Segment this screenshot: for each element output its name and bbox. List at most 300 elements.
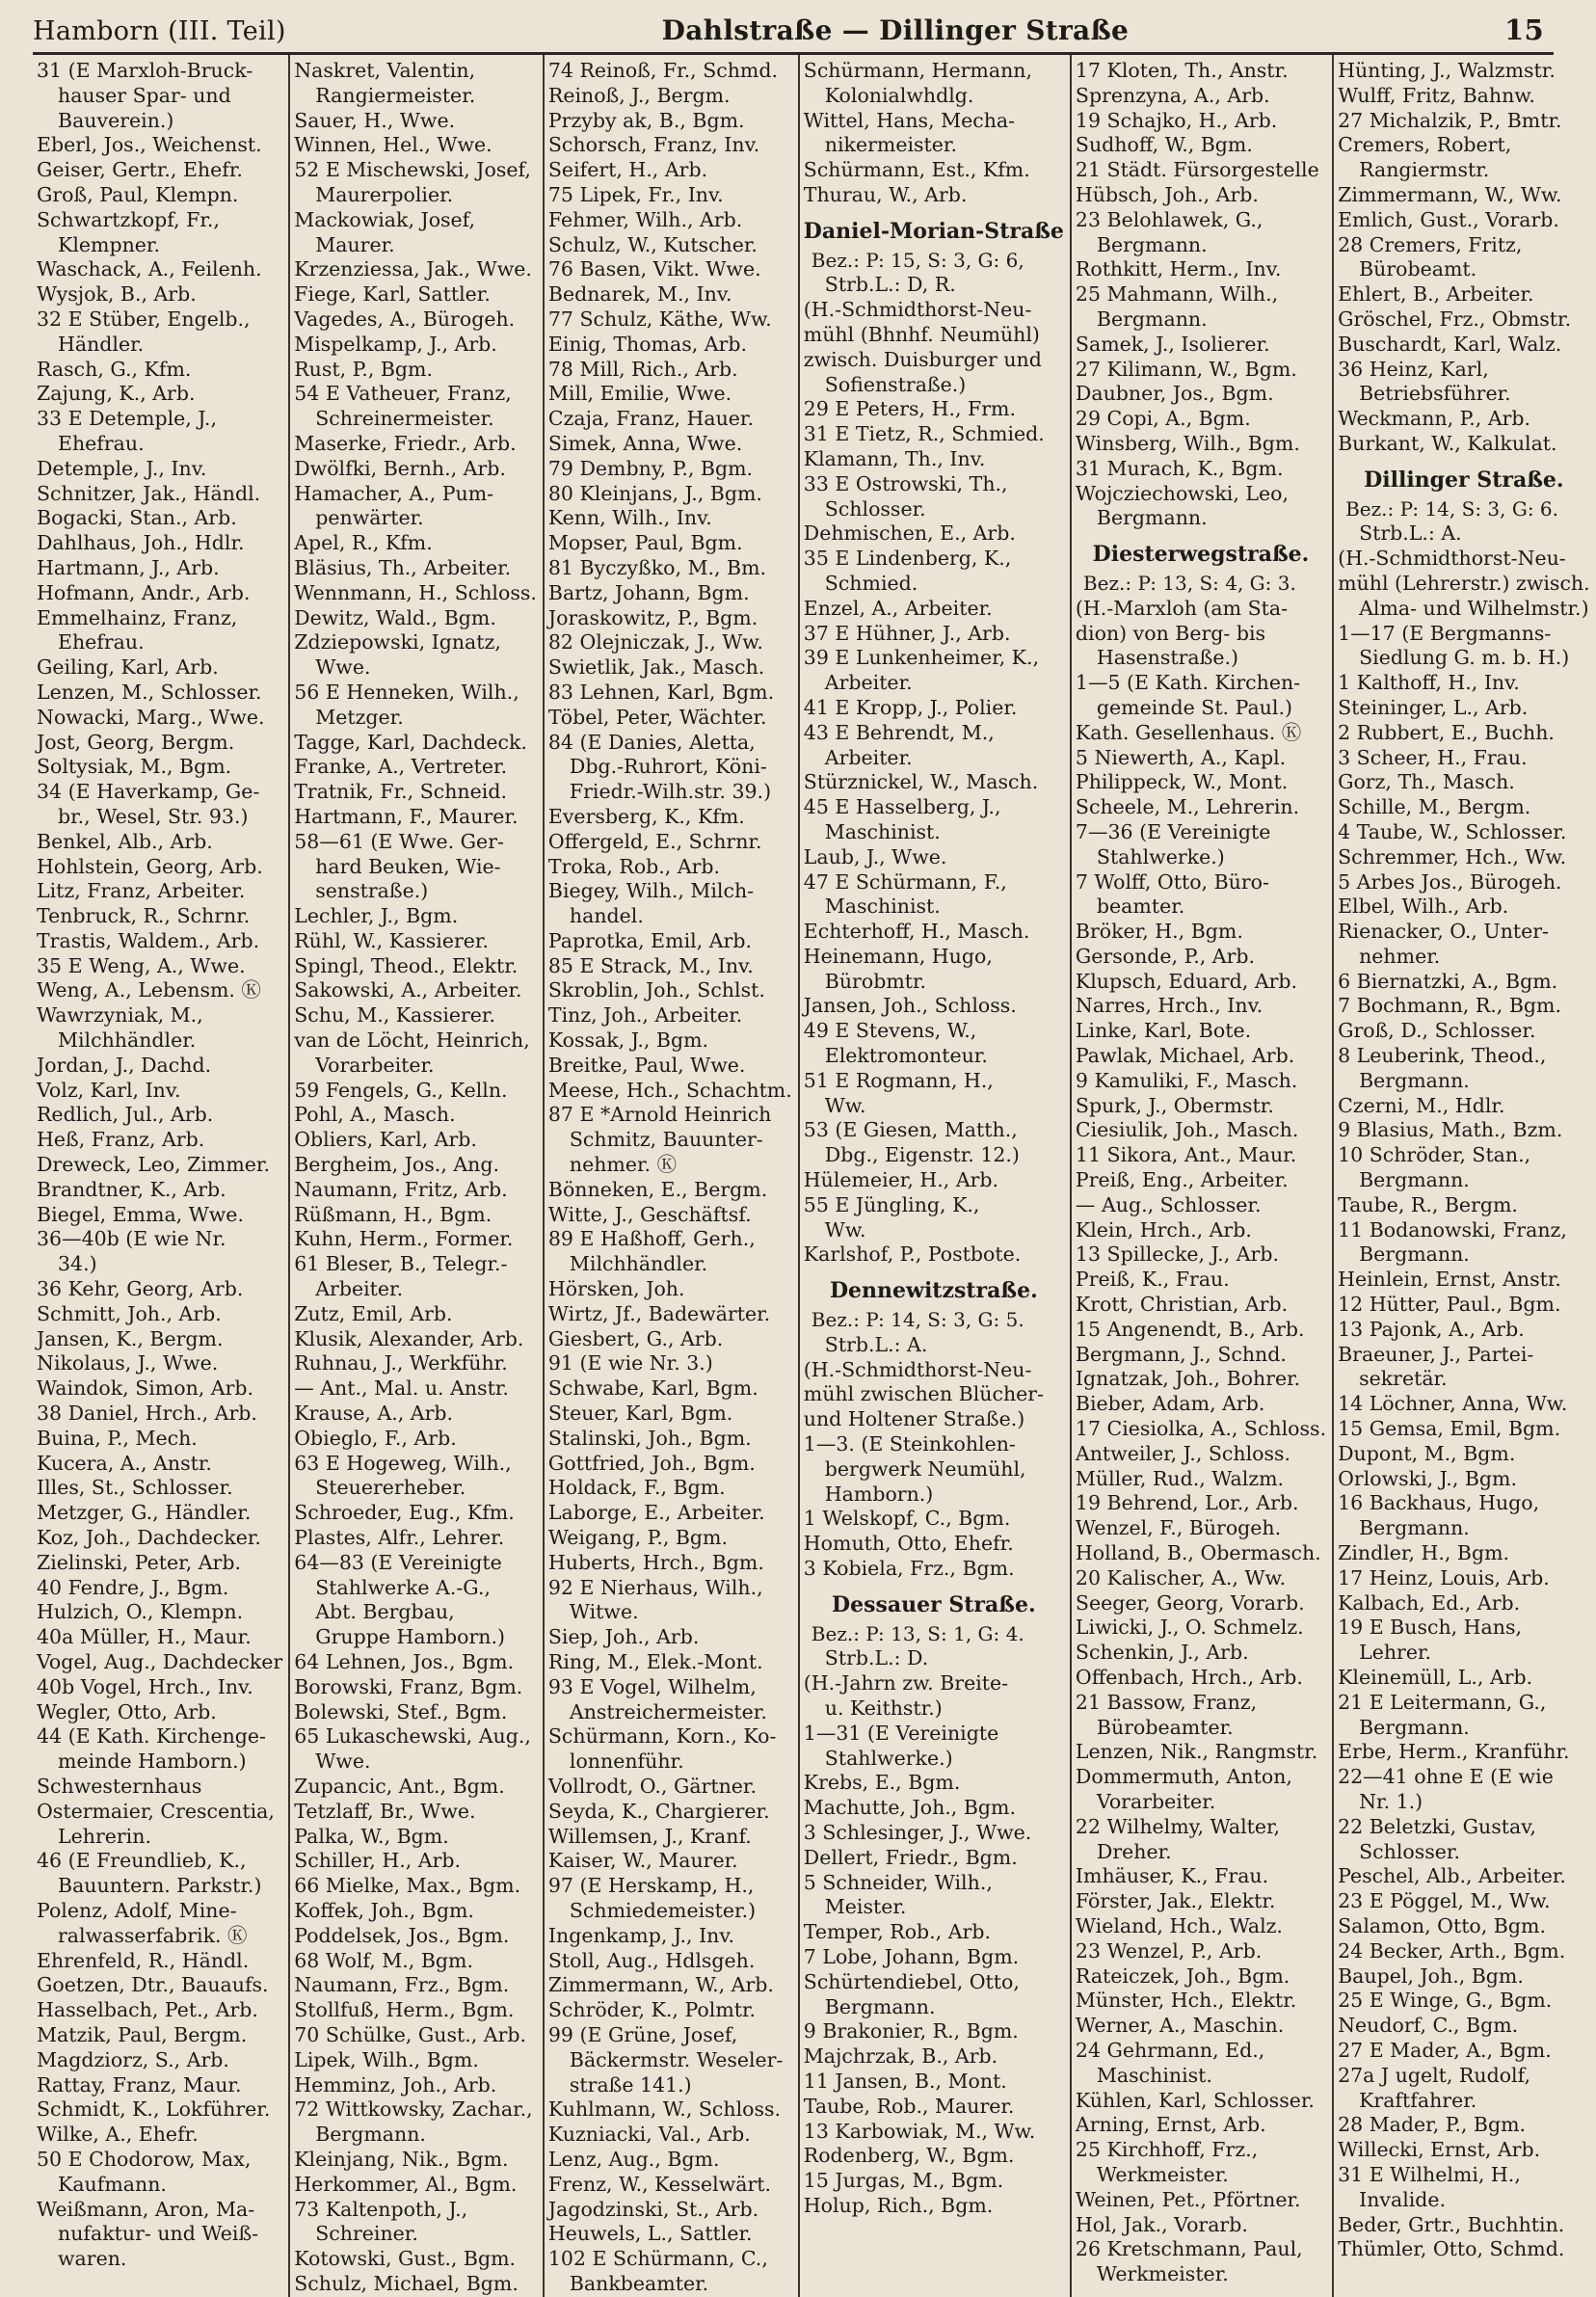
- entry-line: Ehrenfeld, R., Händl.: [37, 1948, 250, 1972]
- entry-line: 5 Arbes Jos., Bürogeh.: [1338, 869, 1562, 894]
- entry-line: Eversberg, K., Kfm.: [547, 804, 745, 828]
- entry-line: zwisch. Duisburger und: [803, 347, 1042, 371]
- entry-continuation: Metzger.: [315, 705, 404, 729]
- entry-line: Mill, Emilie, Wwe.: [547, 382, 732, 406]
- entry-line: Schorsch, Franz, Inv.: [547, 133, 760, 157]
- entry-line: Obliers, Karl, Arb.: [294, 1128, 477, 1152]
- entry-line: Bolewski, Stef., Bgm.: [294, 1699, 508, 1723]
- entry-continuation: Bergmann.: [824, 1994, 936, 2018]
- entry-line: — Ant., Mal. u. Anstr.: [294, 1376, 509, 1401]
- entry-line: Wenzel, F., Bürogeh.: [1075, 1516, 1282, 1540]
- entry-continuation: Strb.L.: A.: [1359, 521, 1462, 546]
- entry-continuation: Rangiermstr.: [1359, 158, 1490, 182]
- entry-line: Ring, M., Elek.-Mont.: [547, 1650, 763, 1673]
- entry-line: 64—83 (E Vereinigte: [294, 1550, 502, 1574]
- entry-line: Skroblin, Joh., Schlst.: [547, 978, 765, 1002]
- entry-line: 13 Pajonk, A., Arb.: [1338, 1317, 1525, 1341]
- entry-line: Vollrodt, O., Gärtner.: [547, 1774, 757, 1798]
- entry-line: Willecki, Ernst, Arb.: [1338, 2138, 1541, 2162]
- entry-continuation: Milchhändler.: [569, 1252, 708, 1276]
- entry-line: 33 E Detemple, J.,: [37, 407, 217, 431]
- entry-line: 84 (E Danies, Aletta,: [547, 730, 756, 754]
- entry-continuation: Maschinist.: [1096, 2063, 1212, 2087]
- entry-line: Borowski, Franz, Bgm.: [294, 1674, 523, 1698]
- entry-line: Kotowski, Gust., Bgm.: [294, 2247, 517, 2271]
- entry-line: 47 E Schürmann, F.,: [803, 869, 1007, 894]
- entry-line: Hol, Jak., Vorarb.: [1075, 2212, 1248, 2236]
- entry-line: 3 Schlesinger, J., Wwe.: [803, 1820, 1032, 1844]
- entry-line: Stalinski, Joh., Bgm.: [547, 1426, 752, 1450]
- entry-line: Heß, Franz, Arb.: [37, 1128, 205, 1152]
- entry-line: 92 E Nierhaus, Wilh.,: [547, 1575, 763, 1599]
- entry-continuation: Wwe.: [315, 655, 371, 680]
- entry-line: Baupel, Joh., Bgm.: [1338, 1963, 1524, 1988]
- entry-line: Willemsen, J., Kranf.: [547, 1824, 752, 1848]
- entry-line: Dehmischen, E., Arb.: [803, 521, 1016, 546]
- entry-line: Trastis, Waldem., Arb.: [37, 928, 260, 952]
- entry-continuation: Abt. Bergbau,: [315, 1600, 455, 1624]
- page-number: 15: [1504, 13, 1544, 46]
- entry-line: Rasch, G., Kfm.: [37, 357, 192, 381]
- entry-line: Poddelsek, Jos., Bgm.: [294, 1923, 510, 1947]
- entry-line: Schille, M., Bergm.: [1338, 795, 1531, 819]
- entry-line: Jost, Georg, Bergm.: [37, 730, 235, 754]
- entry-line: 66 Mielke, Max., Bgm.: [294, 1874, 521, 1898]
- entry-line: Dupont, M., Bgm.: [1338, 1441, 1516, 1465]
- entry-line: Detemple, J., Inv.: [37, 456, 207, 480]
- entry-line: Obieglo, F., Arb.: [294, 1426, 457, 1450]
- entry-line: Laborge, E., Arbeiter.: [547, 1501, 765, 1525]
- entry-line: 19 E Busch, Hans,: [1338, 1616, 1523, 1640]
- entry-line: Geiling, Karl, Arb.: [37, 655, 219, 680]
- entry-line: Nikolaus, J., Wwe.: [37, 1351, 219, 1376]
- entry-line: Schiller, H., Arb.: [294, 1849, 462, 1873]
- entry-line: Weng, A., Lebensm. Ⓚ: [37, 978, 261, 1002]
- entry-continuation: u. Keithstr.): [824, 1696, 943, 1720]
- entry-line: Schroeder, Eug., Kfm.: [294, 1501, 515, 1525]
- entry-line: Fehmer, Wilh., Arb.: [547, 207, 743, 231]
- entry-line: Wennmann, H., Schloss.: [294, 580, 537, 604]
- entry-line: Krzenziessa, Jak., Wwe.: [294, 257, 532, 281]
- entry-line: Groß, D., Schlosser.: [1338, 1019, 1536, 1043]
- entry-line: Weckmann, P., Arb.: [1338, 407, 1531, 431]
- street-heading: Dennewitzstraße.: [829, 1278, 1038, 1304]
- entry-line: 22—41 ohne E (E wie: [1338, 1765, 1554, 1789]
- entry-continuation: ralwasserfabrik. Ⓚ: [58, 1923, 248, 1947]
- entry-line: Imhäuser, K., Frau.: [1075, 1864, 1269, 1888]
- entry-line: 49 E Stevens, W.,: [803, 1019, 977, 1043]
- entry-line: Sauer, H., Wwe.: [294, 108, 456, 132]
- entry-line: 25 E Winge, G., Bgm.: [1338, 1989, 1553, 2013]
- entry-line: Kuhlmann, W., Schloss.: [547, 2097, 782, 2122]
- entry-line: 11 Jansen, B., Mont.: [803, 2069, 1007, 2093]
- entry-continuation: Nr. 1.): [1359, 1789, 1423, 1813]
- entry-line: Hohlstein, Georg, Arb.: [37, 854, 263, 878]
- entry-line: Fiege, Karl, Sattler.: [294, 282, 491, 307]
- entry-continuation: Gruppe Hamborn.): [315, 1625, 506, 1649]
- entry-line: Naumann, Fritz, Arb.: [294, 1177, 508, 1201]
- entry-line: 16 Backhaus, Hugo,: [1338, 1491, 1540, 1515]
- entry-line: Naumann, Frz., Bgm.: [294, 1973, 510, 1997]
- entry-line: 27 Kilimann, W., Bgm.: [1075, 357, 1297, 381]
- entry-line: Swietlik, Jak., Masch.: [547, 655, 765, 680]
- entry-line: Redlich, Jul., Arb.: [37, 1103, 214, 1127]
- entry-line: Spurk, J., Obermstr.: [1075, 1093, 1274, 1117]
- entry-line: Waindok, Simon, Arb.: [37, 1376, 254, 1401]
- entry-line: 11 Sikora, Ant., Maur.: [1075, 1143, 1297, 1167]
- entry-line: 1 Kalthoff, H., Inv.: [1338, 671, 1520, 695]
- entry-line: 27 Michalzik, P., Bmtr.: [1338, 108, 1562, 132]
- district-info: Bez.: P: 15, S: 3, G: 6,: [811, 248, 1024, 272]
- entry-line: Matzik, Paul, Bergm.: [37, 2022, 248, 2046]
- entry-line: dion) von Berg- bis: [1075, 621, 1266, 645]
- directory-column: [545, 55, 800, 2297]
- entry-line: Holdack, F., Bgm.: [547, 1476, 726, 1500]
- entry-line: Mispelkamp, J., Arb.: [294, 332, 497, 356]
- entry-line: 31 (E Marxloh-Bruck-: [37, 59, 253, 82]
- directory-column: [800, 55, 1072, 2297]
- entry-line: 31 E Wilhelmi, H.,: [1338, 2162, 1521, 2186]
- entry-line: Rust, P., Bgm.: [294, 357, 433, 381]
- entry-line: Daubner, Jos., Bgm.: [1075, 382, 1274, 406]
- entry-continuation: Milchhändler.: [58, 1028, 197, 1053]
- entry-line: Ruhnau, J., Werkführ.: [294, 1351, 508, 1376]
- entry-line: Volz, Karl, Inv.: [37, 1078, 181, 1102]
- entry-line: Beder, Grtr., Buchhtin.: [1338, 2212, 1565, 2236]
- entry-line: Franke, A., Vertreter.: [294, 755, 508, 779]
- entry-line: 20 Kalischer, A., Ww.: [1075, 1565, 1287, 1589]
- entry-line: Müller, Rud., Walzm.: [1075, 1466, 1285, 1490]
- header-district: Hamborn (III. Teil): [33, 16, 286, 46]
- entry-line: 27 E Mader, A., Bgm.: [1338, 2038, 1552, 2062]
- entry-line: Metzger, G., Händler.: [37, 1501, 252, 1525]
- entry-line: Reinoß, J., Bergm.: [547, 83, 731, 107]
- entry-line: 65 Lukaschewski, Aug.,: [294, 1724, 531, 1749]
- entry-continuation: Dbg., Eigenstr. 12.): [824, 1143, 1020, 1167]
- entry-continuation: nufaktur- und Weiß-: [58, 2222, 259, 2246]
- entry-continuation: Schmiedemeister.): [569, 1898, 757, 1922]
- entry-line: Linke, Karl, Bote.: [1075, 1019, 1252, 1043]
- entry-line: Ignatzak, Joh., Bohrer.: [1075, 1367, 1301, 1391]
- entry-line: Preiß, K., Frau.: [1075, 1268, 1230, 1292]
- entry-line: Peschel, Alb., Arbeiter.: [1338, 1864, 1566, 1888]
- entry-line: Simek, Anna, Wwe.: [547, 431, 743, 455]
- entry-line: Tagge, Karl, Dachdeck.: [294, 730, 527, 754]
- entry-continuation: Bergmann.: [1359, 1242, 1470, 1267]
- entry-line: 89 E Haßhoff, Gerh.,: [547, 1227, 756, 1251]
- entry-line: Soltysiak, M., Bgm.: [37, 755, 232, 779]
- entry-line: Einig, Thomas, Arb.: [547, 332, 748, 356]
- entry-line: Jansen, K., Bergm.: [37, 1326, 224, 1350]
- entry-line: 93 E Vogel, Wilhelm,: [547, 1674, 757, 1698]
- entry-continuation: penwärter.: [315, 506, 424, 530]
- entry-line: 58—61 (E Wwe. Ger-: [294, 829, 504, 853]
- entry-line: Jagodzinski, St., Arb.: [547, 2197, 759, 2221]
- entry-line: 46 (E Freundlieb, K.,: [37, 1849, 247, 1873]
- entry-line: Temper, Rob., Arb.: [803, 1920, 991, 1944]
- entry-continuation: Händler.: [58, 332, 145, 356]
- entry-continuation: Kraftfahrer.: [1359, 2088, 1477, 2112]
- entry-continuation: Bankbeamter.: [569, 2271, 709, 2295]
- entry-line: Witte, J., Geschäftsf.: [547, 1202, 752, 1226]
- entry-line: 1 Welskopf, C., Bgm.: [803, 1507, 1011, 1531]
- entry-line: 80 Kleinjans, J., Bgm.: [547, 481, 762, 505]
- entry-line: Apel, R., Kfm.: [294, 531, 433, 555]
- entry-line: Paprotka, Emil, Arb.: [547, 928, 752, 952]
- entry-line: Samek, J., Isolierer.: [1075, 332, 1270, 356]
- entry-continuation: beamter.: [1096, 895, 1185, 919]
- entry-line: Gorz, Th., Masch.: [1338, 770, 1515, 794]
- entry-line: 21 E Leitermann, G.,: [1338, 1690, 1547, 1714]
- entry-line: Münster, Hch., Elektr.: [1075, 1989, 1297, 2013]
- entry-line: Zupancic, Ant., Bgm.: [294, 1774, 505, 1798]
- entry-continuation: Stahlwerke A.-G.,: [315, 1575, 491, 1599]
- entry-line: Hülemeier, H., Arb.: [803, 1168, 999, 1192]
- entry-line: Steininger, L., Arb.: [1338, 695, 1529, 719]
- entry-line: Maserke, Friedr., Arb.: [294, 431, 517, 455]
- entry-line: Wirtz, Jf., Badewärter.: [547, 1301, 771, 1325]
- entry-line: Erbe, Herm., Kranführ.: [1338, 1740, 1570, 1764]
- entry-line: Biegey, Wilh., Milch-: [547, 879, 755, 903]
- entry-line: mühl (Bhnhf. Neumühl): [803, 322, 1040, 346]
- entry-line: Naskret, Valentin,: [294, 59, 476, 82]
- entry-line: 51 E Rogmann, H.,: [803, 1068, 994, 1092]
- entry-continuation: 34.): [58, 1252, 97, 1276]
- entry-continuation: Arbeiter.: [824, 671, 913, 695]
- entry-continuation: Lehrer.: [1359, 1641, 1432, 1665]
- entry-line: 13 Spillecke, J., Arb.: [1075, 1242, 1279, 1267]
- entry-line: 87 E *Arnold Heinrich: [547, 1103, 772, 1127]
- entry-line: 63 E Hogeweg, Wilh.,: [294, 1451, 512, 1475]
- entry-continuation: Schlosser.: [1359, 1839, 1460, 1863]
- entry-line: Dommermuth, Anton,: [1075, 1765, 1292, 1789]
- entry-line: Tenbruck, R., Schrnr.: [37, 904, 251, 928]
- entry-line: 59 Fengels, G., Kelln.: [294, 1078, 508, 1102]
- entry-line: Hulzich, O., Klempn.: [37, 1600, 244, 1624]
- entry-line: Rattay, Franz, Maur.: [37, 2072, 242, 2097]
- entry-line: 10 Schröder, Stan.,: [1338, 1143, 1531, 1167]
- entry-line: Weißmann, Aron, Ma-: [37, 2197, 255, 2221]
- entry-continuation: Bürobmtr.: [824, 969, 927, 993]
- entry-line: Weinen, Pet., Pförtner.: [1075, 2187, 1301, 2211]
- entry-line: Rühl, W., Kassierer.: [294, 928, 489, 952]
- entry-line: 17 Heinz, Louis, Arb.: [1338, 1565, 1550, 1589]
- entry-line: Offergeld, E., Schrnr.: [547, 829, 762, 853]
- entry-line: Kossak, J., Bgm.: [547, 1028, 709, 1053]
- entry-continuation: Alma- und Wilhelmstr.): [1359, 596, 1589, 620]
- entry-line: Thümler, Otto, Schmd.: [1338, 2237, 1565, 2261]
- entry-line: 79 Dembny, P., Bgm.: [547, 456, 754, 480]
- entry-line: (H.-Schmidthorst-Neu-: [1338, 547, 1566, 571]
- directory-columns: [33, 55, 1590, 2295]
- entry-continuation: Ww.: [824, 1093, 866, 1117]
- entry-line: 72 Wittkowsky, Zachar.,: [294, 2097, 533, 2122]
- entry-line: 68 Wolf, M., Bgm.: [294, 1948, 473, 1972]
- entry-continuation: Bergmann.: [1096, 307, 1208, 331]
- entry-line: Narres, Hrch., Inv.: [1075, 994, 1264, 1018]
- entry-line: 22 Wilhelmy, Walter,: [1075, 1814, 1281, 1838]
- entry-line: 32 E Stüber, Engelb.,: [37, 307, 251, 331]
- street-heading: Daniel-Morian-Straße: [803, 218, 1064, 244]
- entry-line: Schürmann, Est., Kfm.: [803, 158, 1030, 182]
- entry-line: 54 E Vatheuer, Franz,: [294, 382, 512, 406]
- entry-line: Stollfuß, Herm., Bgm.: [294, 1998, 515, 2022]
- entry-line: Gottfried, Joh., Bgm.: [547, 1451, 756, 1475]
- entry-continuation: Bergmann.: [1096, 232, 1208, 256]
- entry-line: Schwabe, Karl, Bgm.: [547, 1376, 758, 1401]
- entry-line: 9 Kamuliki, F., Masch.: [1075, 1068, 1298, 1092]
- entry-line: Nowacki, Marg., Wwe.: [37, 705, 265, 729]
- entry-line: 83 Lehnen, Karl, Bgm.: [547, 680, 775, 704]
- entry-line: Emmelhainz, Franz,: [37, 605, 238, 629]
- entry-line: Cremers, Robert,: [1338, 133, 1512, 157]
- entry-line: Hartmann, J., Arb.: [37, 555, 220, 579]
- entry-line: Mopser, Paul, Bgm.: [547, 531, 743, 555]
- entry-continuation: Klempner.: [58, 232, 160, 256]
- entry-line: 40b Vogel, Hrch., Inv.: [37, 1674, 253, 1698]
- entry-line: Sprenzyna, A., Arb.: [1075, 83, 1270, 107]
- entry-line: 36—40b (E wie Nr.: [37, 1227, 226, 1251]
- entry-continuation: Bergmann.: [315, 2123, 426, 2147]
- district-info: Bez.: P: 14, S: 3, G: 6.: [1345, 496, 1559, 521]
- entry-line: Vagedes, A., Bürogeh.: [294, 307, 516, 331]
- entry-continuation: Friedr.-Wilh.str. 39.): [569, 780, 772, 804]
- entry-line: Heinlein, Ernst, Anstr.: [1338, 1268, 1561, 1292]
- entry-line: 25 Kirchhoff, Frz.,: [1075, 2138, 1259, 2162]
- entry-line: 7 Bochmann, R., Bgm.: [1338, 994, 1561, 1018]
- entry-line: 77 Schulz, Käthe, Ww.: [547, 307, 772, 331]
- entry-line: Wysjok, B., Arb.: [37, 282, 197, 307]
- entry-continuation: Hamborn.): [824, 1482, 934, 1506]
- entry-line: 19 Behrend, Lor., Arb.: [1075, 1491, 1299, 1515]
- entry-line: Förster, Jak., Elektr.: [1075, 1889, 1276, 1913]
- entry-line: 26 Kretschmann, Paul,: [1075, 2237, 1303, 2261]
- entry-continuation: Hasenstraße.): [1096, 646, 1238, 670]
- entry-line: Siep, Joh., Arb.: [547, 1625, 700, 1649]
- entry-line: Schürmann, Korn., Ko-: [547, 1724, 777, 1749]
- entry-line: Rienacker, O., Unter-: [1338, 920, 1549, 944]
- entry-continuation: nehmer. Ⓚ: [569, 1153, 678, 1177]
- entry-line: Klein, Hrch., Arb.: [1075, 1217, 1252, 1242]
- entry-line: Töbel, Peter, Wächter.: [547, 705, 767, 729]
- entry-line: Bröker, H., Bgm.: [1075, 920, 1243, 944]
- entry-line: Klusik, Alexander, Arb.: [294, 1326, 524, 1350]
- entry-line: Schenkin, J., Arb.: [1075, 1641, 1249, 1665]
- entry-continuation: Vorarbeiter.: [315, 1053, 435, 1077]
- entry-line: 91 (E wie Nr. 3.): [547, 1351, 713, 1376]
- entry-line: Klamann, Th., Inv.: [803, 446, 986, 470]
- entry-line: 39 E Lunkenheimer, K.,: [803, 646, 1040, 670]
- entry-line: Przyby ak, B., Bgm.: [547, 108, 745, 132]
- entry-line: Hörsken, Joh.: [547, 1277, 685, 1301]
- entry-line: 78 Mill, Rich., Arb.: [547, 357, 738, 381]
- entry-line: 61 Bleser, B., Telegr.-: [294, 1252, 508, 1276]
- entry-line: Illes, St., Schlosser.: [37, 1476, 233, 1500]
- entry-line: Zdziepowski, Ignatz,: [294, 630, 501, 654]
- entry-line: 17 Kloten, Th., Anstr.: [1075, 59, 1289, 82]
- directory-column: [1072, 55, 1334, 2297]
- entry-line: 35 E Lindenberg, K.,: [803, 547, 1012, 571]
- entry-line: Sudhoff, W., Bgm.: [1075, 133, 1253, 157]
- entry-line: Werner, A., Maschin.: [1075, 2014, 1285, 2038]
- entry-line: — Aug., Schlosser.: [1075, 1192, 1262, 1216]
- entry-line: Liwicki, J., O. Schmelz.: [1075, 1616, 1304, 1640]
- entry-line: Krause, A., Arb.: [294, 1402, 454, 1426]
- entry-line: Hasselbach, Pet., Arb.: [37, 1998, 258, 2022]
- entry-line: 23 Belohlawek, G.,: [1075, 207, 1264, 231]
- entry-line: 37 E Hühner, J., Arb.: [803, 621, 1011, 645]
- entry-line: Groß, Paul, Klempn.: [37, 182, 239, 206]
- entry-line: Hamacher, A., Pum-: [294, 481, 494, 505]
- entry-line: Schwartzkopf, Fr.,: [37, 207, 220, 231]
- entry-line: 7 Lobe, Johann, Bgm.: [803, 1944, 1020, 1968]
- entry-continuation: nehmer.: [1359, 944, 1441, 968]
- entry-line: Laub, J., Wwe.: [803, 844, 947, 868]
- entry-line: Schürmann, Hermann,: [803, 59, 1033, 82]
- entry-line: 1—17 (E Bergmanns-: [1338, 621, 1552, 645]
- entry-line: Bogacki, Stan., Arb.: [37, 506, 237, 530]
- entry-continuation: handel.: [569, 904, 644, 928]
- entry-continuation: Betriebsführer.: [1359, 382, 1511, 406]
- entry-line: Czaja, Franz, Hauer.: [547, 407, 754, 431]
- entry-continuation: Bäckermstr. Weseler-: [569, 2047, 784, 2071]
- entry-line: 36 Heinz, Karl,: [1338, 357, 1489, 381]
- entry-line: Winnen, Hel., Wwe.: [294, 133, 492, 157]
- entry-line: Weigang, P., Bgm.: [547, 1526, 729, 1550]
- entry-line: 40 Fendre, J., Bgm.: [37, 1575, 229, 1599]
- district-info: Bez.: P: 13, S: 1, G: 4.: [811, 1621, 1024, 1645]
- entry-line: 50 E Chodorow, Max,: [37, 2147, 252, 2171]
- entry-continuation: Stahlwerke.): [824, 1746, 953, 1770]
- entry-line: Krott, Christian, Arb.: [1075, 1293, 1289, 1317]
- entry-line: 5 Schneider, Wilh.,: [803, 1870, 993, 1894]
- entry-line: Rüßmann, H., Bgm.: [294, 1202, 492, 1226]
- entry-line: 53 (E Giesen, Matth.,: [803, 1118, 1018, 1142]
- entry-line: 38 Daniel, Hrch., Arb.: [37, 1402, 257, 1426]
- entry-line: Scheele, M., Lehrerin.: [1075, 795, 1300, 819]
- entry-continuation: Stahlwerke.): [1096, 844, 1225, 868]
- entry-line: 81 Byczyßko, M., Bm.: [547, 555, 767, 579]
- entry-line: Polenz, Adolf, Mine-: [37, 1898, 237, 1922]
- entry-line: 7—36 (E Vereinigte: [1075, 819, 1271, 843]
- entry-line: Eberl, Jos., Weichenst.: [37, 133, 262, 157]
- entry-line: Schulz, W., Kutscher.: [547, 232, 758, 256]
- entry-line: 24 Gehrmann, Ed.,: [1075, 2038, 1265, 2062]
- entry-line: Bednarek, M., Inv.: [547, 282, 732, 307]
- entry-line: Machutte, Joh., Bgm.: [803, 1796, 1016, 1820]
- entry-line: van de Löcht, Heinrich,: [294, 1028, 530, 1053]
- entry-line: mühl zwischen Blücher-: [803, 1382, 1045, 1406]
- entry-continuation: Bergmann.: [1359, 1168, 1470, 1192]
- entry-line: Brandtner, K., Arb.: [37, 1177, 226, 1201]
- entry-line: Ehlert, B., Arbeiter.: [1338, 282, 1534, 307]
- entry-line: Seifert, H., Arb.: [547, 158, 708, 182]
- entry-continuation: Bergmann.: [1096, 506, 1208, 530]
- entry-line: Benkel, Alb., Arb.: [37, 829, 213, 853]
- entry-line: Litz, Franz, Arbeiter.: [37, 879, 246, 903]
- entry-line: 21 Städt. Fürsorgestelle: [1075, 158, 1319, 182]
- entry-line: Taube, R., Bergm.: [1338, 1192, 1518, 1216]
- entry-continuation: Maschinist.: [824, 895, 941, 919]
- entry-line: Lenzen, M., Schlosser.: [37, 680, 262, 704]
- entry-continuation: Werkmeister.: [1096, 2162, 1229, 2186]
- entry-line: Troka, Rob., Arb.: [547, 854, 721, 878]
- entry-line: Dahlhaus, Joh., Hdlr.: [37, 531, 245, 555]
- entry-continuation: meinde Hamborn.): [58, 1749, 247, 1774]
- entry-line: Bergheim, Jos., Ang.: [294, 1153, 499, 1177]
- entry-continuation: Strb.L.: D.: [824, 1646, 929, 1670]
- entry-line: Schröder, K., Polmtr.: [547, 1998, 757, 2022]
